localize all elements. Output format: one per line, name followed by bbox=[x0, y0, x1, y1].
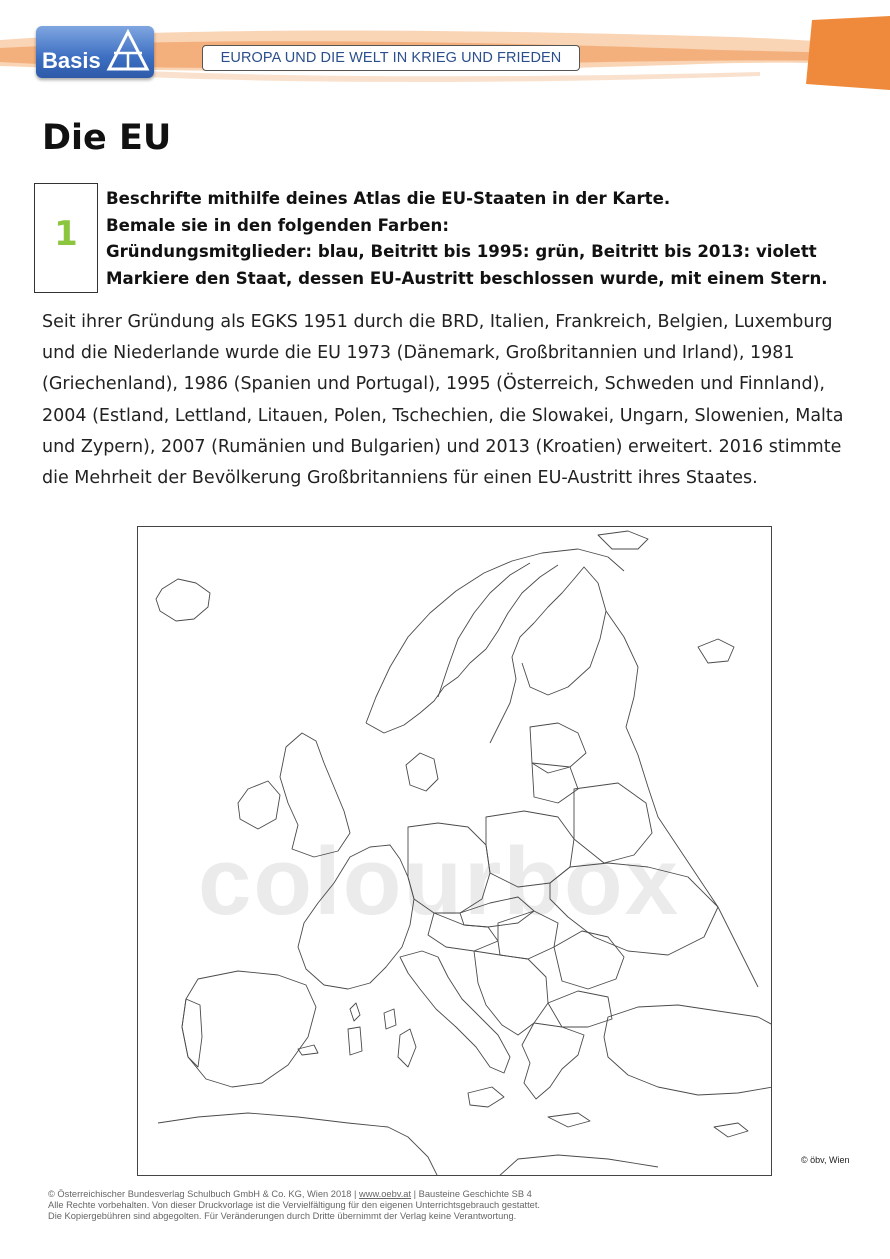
map-credit: © öbv, Wien bbox=[801, 1155, 850, 1165]
page-title: Die EU bbox=[42, 118, 172, 158]
footer bbox=[48, 1189, 540, 1223]
task-number: 1 bbox=[54, 214, 78, 254]
task-number-box bbox=[34, 183, 98, 293]
orange-corner-tab bbox=[806, 16, 890, 90]
logo-text: Basis bbox=[42, 48, 101, 73]
footer-line-3: Die Kopiergebühren sind abgegolten. Für Veränderungen durch Dritte übernimmt der Verlag keine Verantwortung. bbox=[48, 1211, 517, 1222]
instruction-line: Markiere den Staat, dessen EU-Austritt beschlossen wurde, mit einem Stern. bbox=[106, 268, 828, 288]
instruction-line: Bemale sie in den folgenden Farben: bbox=[106, 215, 450, 235]
instruction-line: Gründungsmitglieder: blau, Beitritt bis 1995: grün, Beitritt bis 2013: violett bbox=[106, 242, 817, 261]
basis-logo bbox=[36, 26, 154, 78]
footer-book: | Bausteine Geschichte SB 4 bbox=[411, 1189, 532, 1199]
instruction-line: Beschrifte mithilfe deines Atlas die EU-Staaten in der Karte. bbox=[106, 189, 671, 208]
footer-line-1 bbox=[48, 1189, 540, 1200]
body-paragraph: Seit ihrer Gründung als EGKS 1951 durch die BRD, Italien, Frankreich, Belgien, Luxemburg und die Niederlande wurde die EU 1973 (Dänemark, Großbritannien und Irland), 1981 (Griechenland), 1986 (Spanien und Portugal), 1995 (Österreich, Schweden und Finnland), 2004 (Estland, Lettland, Litauen, Polen, Tschechien, die Slowakei, Ungarn, Slowenien, Malta und Zypern), 2007 (Rumänien und Bulgarien) und 2013 (Kroatien) erweitert. 2016 stimmte die Mehrheit der Bevölkerung Großbritanniens für einen EU-Austritt ihres Staates. bbox=[42, 312, 844, 489]
footer-line-2: Alle Rechte vorbehalten. Von dieser Druckvorlage ist die Vervielfältigung für den eigenen Unterrichtsgebrauch gestattet. bbox=[48, 1200, 540, 1211]
footer-copyright: © Österreichischer Bundesverlag Schulbuch GmbH & Co. KG, Wien 2018 | bbox=[48, 1189, 360, 1199]
task-instructions bbox=[106, 186, 866, 292]
europe-map bbox=[137, 526, 772, 1176]
europe-outline-map bbox=[138, 527, 772, 1176]
triangle-logo-icon bbox=[106, 29, 150, 73]
publisher-link[interactable]: www.oebv.at bbox=[359, 1189, 412, 1199]
series-title: EUROPA UND DIE WELT IN KRIEG UND FRIEDEN bbox=[202, 45, 580, 71]
map-watermark: colourbox bbox=[198, 828, 681, 935]
